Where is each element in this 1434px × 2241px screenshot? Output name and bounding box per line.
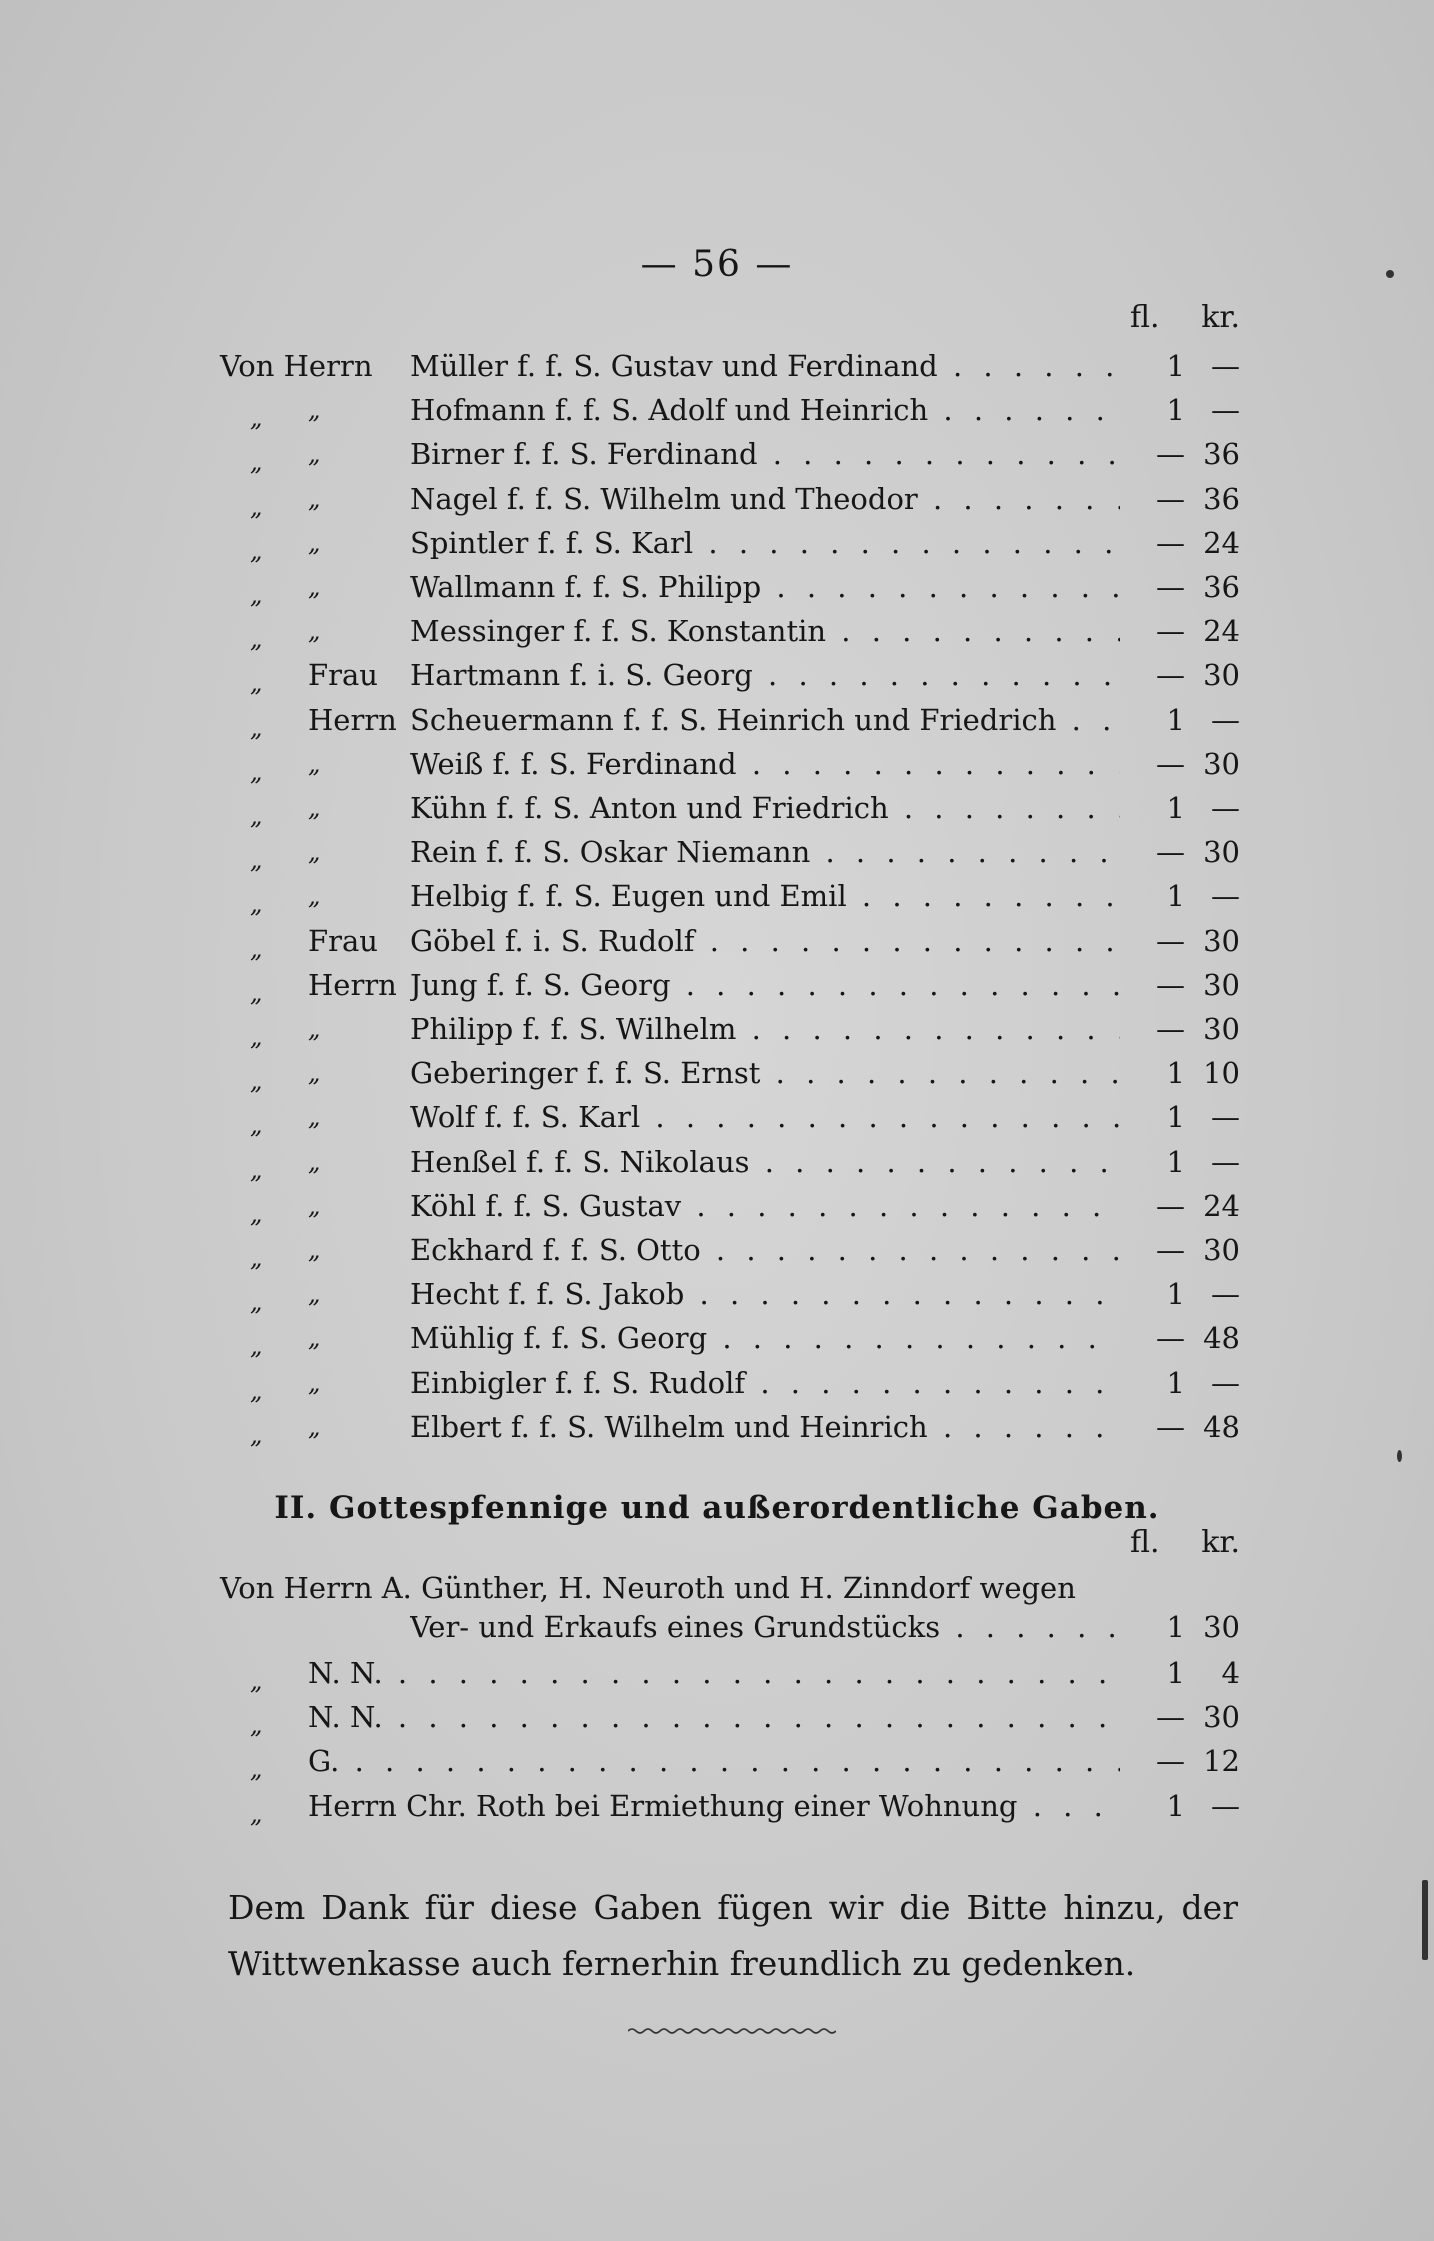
- section-2-first-line: Von Herrn A. Günther, H. Neuroth und H. Zinndorf wegen: [220, 1571, 1076, 1605]
- donor-name: Helbig f. f. S. Eugen und Emil . . .: [410, 874, 1120, 918]
- amount-kr: 48: [1203, 1409, 1240, 1444]
- amount-kr: —: [1211, 1144, 1240, 1179]
- ditto-mark: „: [250, 1288, 263, 1317]
- ditto-mark: „: [250, 846, 263, 875]
- salutation: Herrn: [308, 702, 397, 737]
- ditto-mark: „: [250, 1244, 263, 1272]
- donor-name: Herrn Chr. Roth bei Ermiethung einer Wohnung . . .: [308, 1784, 1120, 1828]
- amount-fl: 1: [1166, 1056, 1185, 1091]
- donor-name: Müller f. f. S. Gustav und Ferdinand . . .: [410, 344, 1120, 388]
- list-item: [220, 742, 1240, 786]
- donor-name: Rein f. f. S. Oskar Niemann . . .: [410, 830, 1120, 874]
- list-item: [220, 1739, 1240, 1783]
- amount-fl: —: [1156, 1321, 1185, 1356]
- salutation: „: [308, 1280, 321, 1309]
- salutation: „: [308, 1368, 321, 1397]
- ditto-mark: „: [250, 1799, 263, 1828]
- ditto-mark: „: [250, 1067, 263, 1096]
- ditto-mark: „: [250, 625, 263, 654]
- list-item: [220, 344, 1240, 388]
- amount-kr: 4: [1221, 1656, 1240, 1690]
- amount-kr: 24: [1203, 614, 1240, 649]
- donor-name: N. N. . . .: [308, 1695, 1120, 1739]
- donor-name: Göbel f. i. S. Rudolf . . .: [410, 919, 1120, 963]
- list-item: [220, 609, 1240, 653]
- col-kr-label-2: kr.: [1201, 1525, 1240, 1560]
- col-fl-label-2: fl.: [1130, 1525, 1160, 1560]
- salutation: „: [308, 484, 321, 513]
- amount-fl: 1: [1166, 1788, 1185, 1823]
- amount-fl: 1: [1166, 1365, 1185, 1400]
- ditto-mark: „: [250, 1667, 263, 1695]
- ditto-mark: „: [250, 1755, 263, 1784]
- amount-fl: 1: [1166, 1144, 1185, 1179]
- salutation: „: [308, 1015, 321, 1043]
- donor-name: Geberinger f. f. S. Ernst . . .: [410, 1051, 1120, 1095]
- ditto-mark: „: [250, 1711, 263, 1740]
- donor-name: Ver- und Erkaufs eines Grundstücks . . .: [410, 1605, 1120, 1649]
- amount-fl: 1: [1166, 349, 1185, 383]
- amount-fl: —: [1156, 1700, 1185, 1735]
- amount-fl: —: [1156, 614, 1185, 649]
- list-item: [220, 1405, 1240, 1449]
- list-item: [220, 698, 1240, 742]
- list-item: [220, 477, 1240, 521]
- donor-name: Köhl f. f. S. Gustav . . .: [410, 1184, 1120, 1228]
- amount-fl: —: [1156, 525, 1185, 560]
- ditto-mark: „: [250, 536, 263, 565]
- salutation: „: [308, 794, 321, 822]
- amount-kr: —: [1211, 1100, 1240, 1135]
- salutation: Frau: [308, 658, 378, 693]
- list-item: [220, 919, 1240, 963]
- donor-name: Wolf f. f. S. Karl . . .: [410, 1095, 1120, 1139]
- amount-fl: —: [1156, 570, 1185, 604]
- amount-kr: 24: [1203, 525, 1240, 560]
- amount-fl: —: [1156, 746, 1185, 781]
- amount-kr: 36: [1203, 437, 1240, 472]
- ditto-mark: „: [250, 978, 263, 1007]
- ditto-mark: „: [250, 492, 263, 521]
- salutation: „: [308, 1103, 321, 1132]
- amount-kr: —: [1211, 702, 1240, 737]
- donor-name: Jung f. f. S. Georg . . .: [410, 963, 1120, 1007]
- ink-speck: [1397, 1450, 1402, 1462]
- amount-kr: 30: [1203, 1012, 1240, 1046]
- donor-name: Birner f. f. S. Ferdinand . . .: [410, 432, 1120, 476]
- amount-kr: —: [1211, 1277, 1240, 1312]
- amount-kr: 30: [1203, 967, 1240, 1002]
- amount-fl: —: [1156, 437, 1185, 472]
- list-item: [220, 786, 1240, 830]
- ink-speck: [1386, 270, 1394, 278]
- list-item: [220, 874, 1240, 918]
- salutation: „: [308, 1059, 321, 1088]
- amount-kr: 30: [1203, 835, 1240, 870]
- salutation: „: [308, 749, 321, 778]
- salutation: „: [308, 1324, 321, 1353]
- amount-kr: 30: [1203, 746, 1240, 781]
- list-item: [220, 830, 1240, 874]
- amount-kr: —: [1211, 1788, 1240, 1823]
- donor-name: Messinger f. f. S. Konstantin . . .: [410, 609, 1120, 653]
- amount-kr: 36: [1203, 481, 1240, 516]
- amount-fl: —: [1156, 1233, 1185, 1267]
- amount-fl: —: [1156, 923, 1185, 958]
- donor-name: Hartmann f. i. S. Georg . . .: [410, 653, 1120, 697]
- salutation: Frau: [308, 923, 378, 958]
- donor-name: Eckhard f. f. S. Otto . . .: [410, 1228, 1120, 1272]
- ditto-mark: „: [250, 934, 263, 963]
- salutation: „: [308, 528, 321, 557]
- donor-name: Kühn f. f. S. Anton und Friedrich . . .: [410, 786, 1120, 830]
- amount-fl: —: [1156, 1188, 1185, 1223]
- list-item: [220, 1228, 1240, 1272]
- donor-name: Weiß f. f. S. Ferdinand . . .: [410, 742, 1120, 786]
- amount-kr: —: [1211, 879, 1240, 914]
- donor-name: Einbigler f. f. S. Rudolf . . .: [410, 1361, 1120, 1405]
- salutation: „: [308, 440, 321, 469]
- list-item: [220, 1784, 1240, 1828]
- column-header-2: [1130, 1525, 1240, 1560]
- amount-fl: —: [1156, 658, 1185, 693]
- list-item: [220, 565, 1240, 609]
- ditto-mark: „: [250, 802, 263, 830]
- row-prefix: Von Herrn: [220, 349, 373, 383]
- salutation: „: [308, 1236, 321, 1264]
- list-item: [220, 1316, 1240, 1360]
- amount-fl: 1: [1166, 1610, 1185, 1644]
- amount-kr: 30: [1203, 1610, 1240, 1644]
- ditto-mark: „: [250, 669, 263, 698]
- section-2-title: II. Gottespfennige und außerordentliche Gaben.: [274, 1490, 1160, 1526]
- list-item: [220, 1272, 1240, 1316]
- ditto-mark: „: [250, 581, 263, 609]
- ditto-mark: „: [250, 1420, 263, 1449]
- list-item: [220, 432, 1240, 476]
- salutation: „: [308, 838, 321, 867]
- donor-name: Hecht f. f. S. Jakob . . .: [410, 1272, 1120, 1316]
- amount-fl: 1: [1166, 393, 1185, 428]
- amount-kr: 48: [1203, 1321, 1240, 1356]
- amount-kr: 12: [1203, 1744, 1240, 1779]
- ditto-mark: „: [250, 1155, 263, 1184]
- amount-fl: —: [1156, 1744, 1185, 1779]
- amount-fl: 1: [1166, 1100, 1185, 1135]
- salutation: „: [308, 396, 321, 425]
- list-item: [220, 653, 1240, 697]
- decorative-wavy-rule: [628, 2026, 836, 2036]
- ditto-mark: „: [250, 1199, 263, 1228]
- ditto-mark: „: [250, 713, 263, 742]
- amount-kr: 36: [1203, 570, 1240, 604]
- donor-name: Scheuermann f. f. S. Heinrich und Friedrich . . .: [410, 698, 1120, 742]
- amount-fl: —: [1156, 1012, 1185, 1046]
- salutation: Herrn: [308, 967, 397, 1002]
- amount-kr: —: [1211, 393, 1240, 428]
- donor-name: Nagel f. f. S. Wilhelm und Theodor . . .: [410, 477, 1120, 521]
- amount-kr: —: [1211, 791, 1240, 825]
- donor-name: G. . . .: [308, 1739, 1120, 1783]
- list-item: [220, 1361, 1240, 1405]
- amount-fl: —: [1156, 835, 1185, 870]
- salutation: „: [308, 573, 321, 601]
- amount-kr: 30: [1203, 1233, 1240, 1267]
- list-item: [220, 1051, 1240, 1095]
- ditto-mark: „: [250, 404, 263, 433]
- list-item: [220, 1095, 1240, 1139]
- col-fl-label: fl.: [1130, 300, 1160, 335]
- ditto-mark: „: [250, 757, 263, 786]
- ditto-mark: „: [250, 448, 263, 477]
- donor-name: Philipp f. f. S. Wilhelm . . .: [410, 1007, 1120, 1051]
- col-kr-label: kr.: [1201, 300, 1240, 335]
- page-number: — 56 —: [640, 244, 794, 285]
- donor-name: Hofmann f. f. S. Adolf und Heinrich . . .: [410, 388, 1120, 432]
- amount-fl: —: [1156, 481, 1185, 516]
- donor-name: Mühlig f. f. S. Georg . . .: [410, 1316, 1120, 1360]
- amount-fl: 1: [1166, 879, 1185, 914]
- closing-text: Dem Dank für diese Gaben fügen wir die Bitte hinzu, der Wittwenkasse auch fernerhin freundlich zu gedenken.: [228, 1888, 1238, 1983]
- list-item: [220, 1651, 1240, 1695]
- ditto-mark: „: [250, 890, 263, 919]
- amount-kr: 10: [1203, 1056, 1240, 1091]
- list-item: [220, 1007, 1240, 1051]
- donor-name: Elbert f. f. S. Wilhelm und Heinrich . . .: [410, 1405, 1120, 1449]
- amount-kr: —: [1211, 349, 1240, 383]
- list-item: [220, 521, 1240, 565]
- donor-name: Henßel f. f. S. Nikolaus . . .: [410, 1140, 1120, 1184]
- salutation: „: [308, 1147, 321, 1176]
- column-header-1: [1130, 300, 1240, 335]
- amount-kr: 24: [1203, 1188, 1240, 1223]
- salutation: „: [308, 1191, 321, 1220]
- ditto-mark: „: [250, 1332, 263, 1361]
- donor-name: Spintler f. f. S. Karl . . .: [410, 521, 1120, 565]
- amount-fl: 1: [1166, 791, 1185, 825]
- donor-name: Wallmann f. f. S. Philipp . . .: [410, 565, 1120, 609]
- salutation: „: [308, 617, 321, 646]
- donor-name: N. N. . . .: [308, 1651, 1120, 1695]
- amount-kr: —: [1211, 1365, 1240, 1400]
- list-item: [220, 963, 1240, 1007]
- list-item: [220, 1140, 1240, 1184]
- list-item: [220, 1695, 1240, 1739]
- amount-kr: 30: [1203, 658, 1240, 693]
- list-item: [220, 1605, 1240, 1649]
- ink-speck: [1422, 1880, 1428, 1960]
- amount-fl: 1: [1166, 702, 1185, 737]
- list-item: [220, 1184, 1240, 1228]
- salutation: „: [308, 882, 321, 911]
- amount-fl: 1: [1166, 1656, 1185, 1690]
- ditto-mark: „: [250, 1023, 263, 1051]
- ditto-mark: „: [250, 1111, 263, 1140]
- amount-kr: 30: [1203, 923, 1240, 958]
- amount-fl: —: [1156, 967, 1185, 1002]
- amount-fl: —: [1156, 1409, 1185, 1444]
- salutation: „: [308, 1412, 321, 1441]
- amount-kr: 30: [1203, 1700, 1240, 1735]
- ditto-mark: „: [250, 1376, 263, 1405]
- list-item: [220, 388, 1240, 432]
- amount-fl: 1: [1166, 1277, 1185, 1312]
